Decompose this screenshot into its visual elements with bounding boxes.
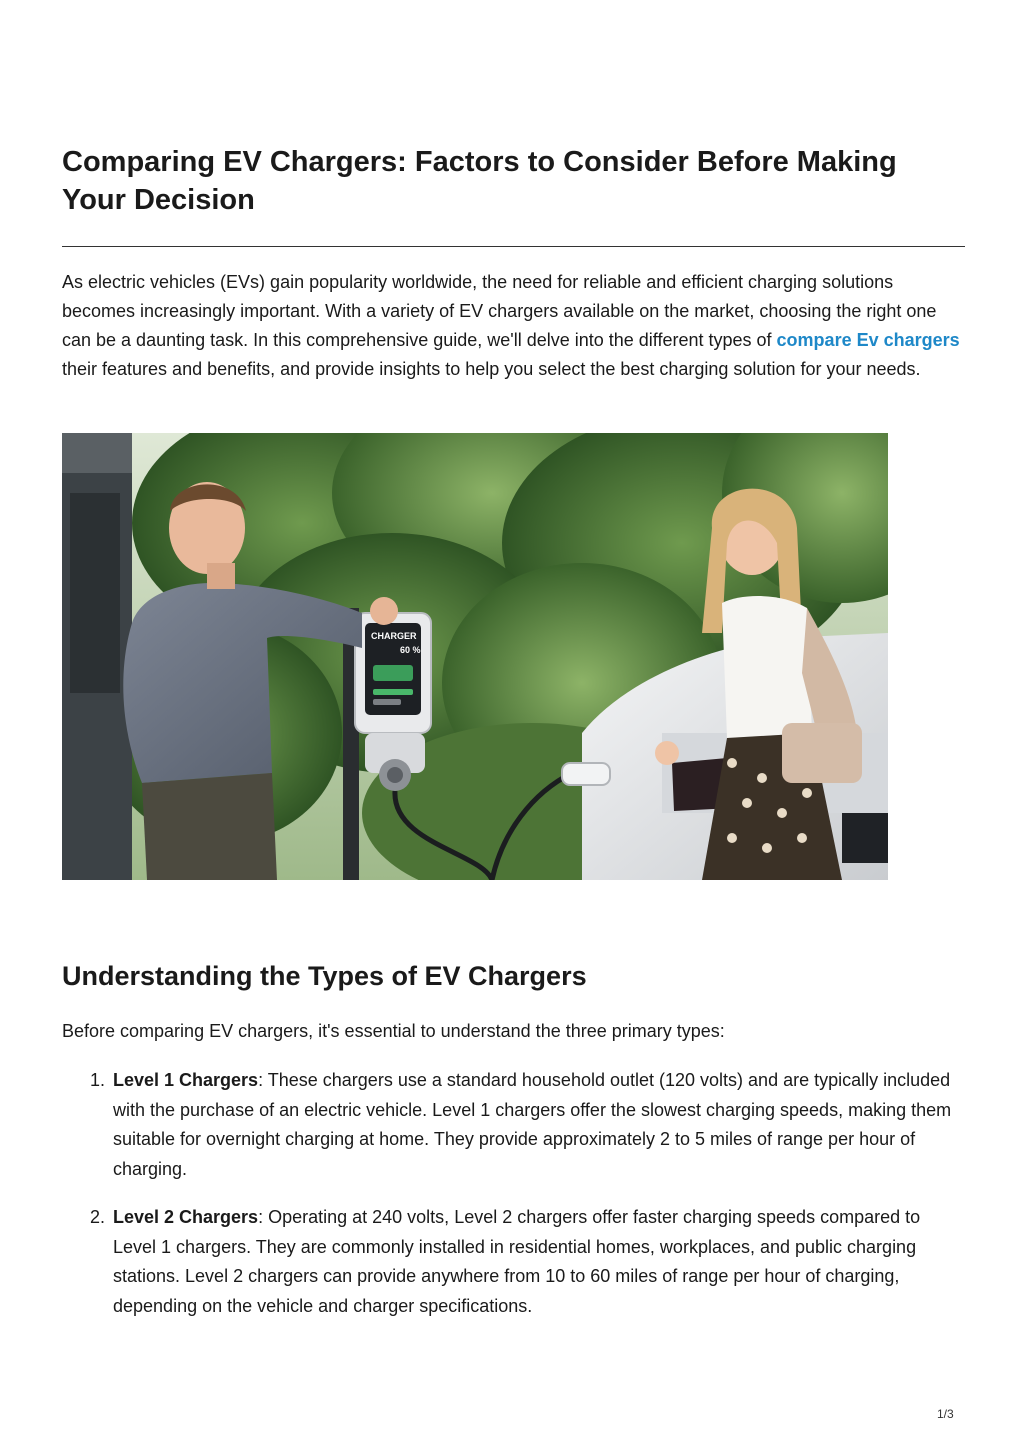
section-lead: Before comparing EV chargers, it's essential to understand the three primary types: bbox=[62, 1021, 725, 1041]
svg-text:CHARGER: CHARGER bbox=[371, 631, 417, 641]
list-item-term: Level 2 Chargers bbox=[113, 1207, 259, 1227]
intro-text-before-link: As electric vehicles (EVs) gain popularity worldwide, the need for reliable and efficient charging solutions becomes increasingly important. With a variety of EV chargers available on the market, choosing the right one can be a daunting task. In this comprehensive guide, we'll delve into the different types of bbox=[62, 272, 937, 350]
list-item-term: Level 1 Chargers bbox=[113, 1070, 259, 1090]
list-item-number: 2. bbox=[90, 1207, 106, 1227]
hero-photo bbox=[62, 433, 888, 880]
page-number: 1/3 bbox=[937, 1407, 954, 1421]
list-item bbox=[62, 1066, 965, 1184]
page-title: Comparing EV Chargers: Factors to Consider Before Making Your Decision bbox=[62, 146, 897, 216]
title-divider bbox=[62, 246, 965, 247]
list-item-text: : These chargers use a standard household outlet (120 volts) and are typically included with the purchase of an electric vehicle. Level 1 chargers offer the slowest charging speeds, making them suitable for overnight charging at home. They provide approximately 2 to 5 miles of range per hour of charging. bbox=[113, 1070, 952, 1179]
list-item-text: : Operating at 240 volts, Level 2 chargers offer faster charging speeds compared to Level 1 chargers. They are commonly installed in residential homes, workplaces, and public charging stations. Level 2 chargers can provide anywhere from 10 to 60 miles of range per hour of charging, depending on the vehicle and charger specifications. bbox=[113, 1207, 921, 1316]
section-heading: Understanding the Types of EV Chargers bbox=[62, 961, 587, 991]
list-item bbox=[62, 1203, 965, 1321]
intro-paragraph bbox=[62, 268, 965, 384]
list-item-number: 1. bbox=[90, 1070, 106, 1090]
compare-ev-chargers-link[interactable]: compare Ev chargers bbox=[776, 330, 960, 350]
svg-text:60 %: 60 % bbox=[400, 645, 421, 655]
hero-photo-illustration bbox=[62, 433, 888, 880]
intro-text-after-link: their features and benefits, and provide insights to help you select the best charging solution for your needs. bbox=[62, 359, 921, 379]
charger-types-list bbox=[62, 1066, 965, 1340]
